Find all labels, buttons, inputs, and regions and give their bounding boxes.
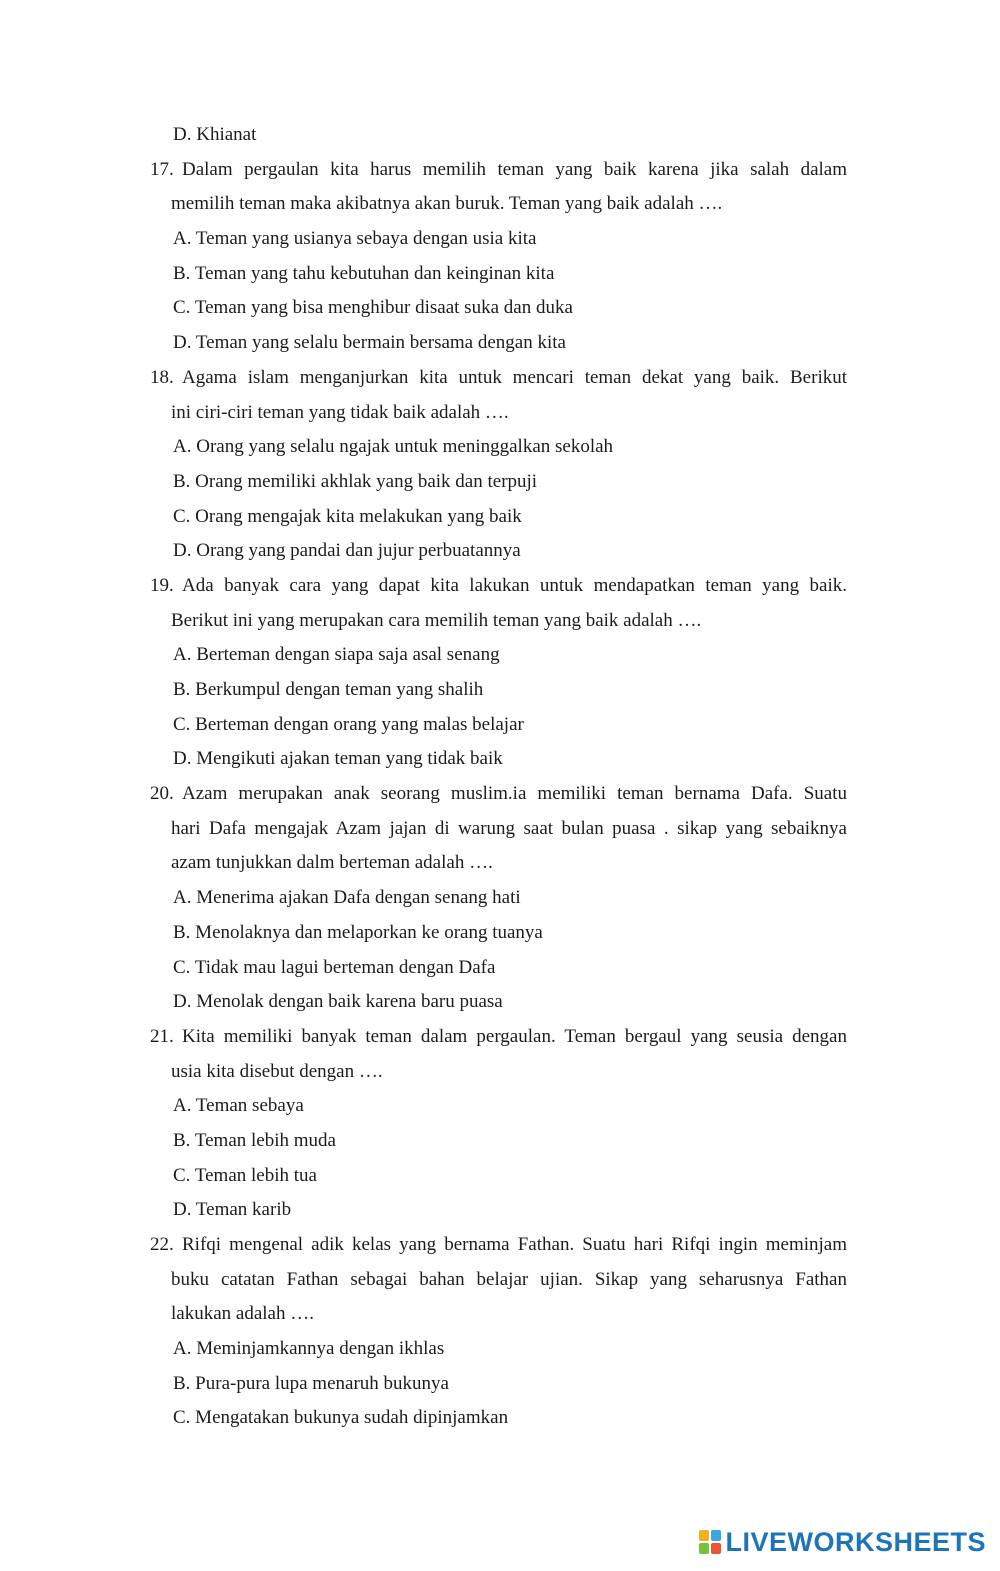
question-number: 20. — [150, 783, 174, 805]
logo-square-green — [699, 1543, 709, 1554]
option-18-c: C. Orang mengajak kita melakukan yang baik — [173, 505, 522, 527]
question-text: Azam merupakan anak seorang muslim.ia memiliki teman bernama Dafa. Suatu — [182, 783, 847, 805]
option-19-c: C. Berteman dengan orang yang malas belajar — [173, 713, 524, 735]
option-20-c: C. Tidak mau lagui berteman dengan Dafa — [173, 956, 496, 978]
question-19 — [150, 569, 847, 604]
question-text: Ada banyak cara yang dapat kita lakukan untuk mendapatkan teman yang baik. — [182, 574, 847, 596]
logo-square-yellow — [699, 1530, 709, 1541]
question-text: Rifqi mengenal adik kelas yang bernama Fathan. Suatu hari Rifqi ingin meminjam — [182, 1234, 847, 1255]
option-18-a: A. Orang yang selalu ngajak untuk meninggalkan sekolah — [173, 436, 614, 458]
option-17-c: C. Teman yang bisa menghibur disaat suka dan duka — [173, 297, 573, 319]
question-text-continued: lakukan adalah …. — [171, 1303, 314, 1325]
logo-square-red — [711, 1543, 721, 1554]
question-text-continued: ini ciri-ciri teman yang tidak baik adalah …. — [171, 401, 509, 423]
question-text-continued: usia kita disebut dengan …. — [171, 1060, 383, 1082]
logo-square-blue — [711, 1530, 721, 1541]
option-19-b: B. Berkumpul dengan teman yang shalih — [173, 679, 484, 700]
question-text-continued: buku catatan Fathan sebagai bahan belajar ujian. Sikap yang seharusnya Fathan — [171, 1268, 847, 1290]
option-20-a: A. Menerima ajakan Dafa dengan senang hati — [173, 887, 521, 909]
option-17-d: D. Teman yang selalu bermain bersama dengan kita — [173, 332, 566, 354]
option-21-d: D. Teman karib — [173, 1199, 292, 1221]
question-number: 18. — [150, 366, 174, 388]
question-21 — [150, 1020, 847, 1055]
option-21-c: C. Teman lebih tua — [173, 1164, 317, 1186]
option-22-b: B. Pura-pura lupa menaruh bukunya — [173, 1372, 449, 1394]
question-text: Kita memiliki banyak teman dalam pergaulan. Teman bergaul yang seusia dengan — [182, 1025, 847, 1047]
question-22 — [150, 1228, 847, 1263]
question-18 — [150, 361, 847, 396]
liveworksheets-mark-icon — [699, 1530, 721, 1554]
question-20 — [150, 777, 847, 812]
option-19-a: A. Berteman dengan siapa saja asal senang — [173, 644, 500, 666]
option-21-b: B. Teman lebih muda — [173, 1129, 336, 1151]
option-21-a: A. Teman sebaya — [173, 1095, 304, 1117]
option-18-d: D. Orang yang pandai dan jujur perbuatannya — [173, 540, 521, 562]
question-text-continued: Berikut ini yang merupakan cara memilih teman yang baik adalah …. — [171, 609, 702, 631]
question-number: 19. — [150, 574, 174, 596]
question-text-continued: memilih teman maka akibatnya akan buruk. Teman yang baik adalah …. — [171, 193, 723, 215]
option-19-d: D. Mengikuti ajakan teman yang tidak baik — [173, 748, 503, 770]
question-number: 21. — [150, 1025, 174, 1047]
option-16-d: D. Khianat — [173, 124, 257, 145]
logo-text: LIVEWORKSHEETS — [725, 1527, 986, 1557]
question-text: Dalam pergaulan kita harus memilih teman yang baik karena jika salah dalam — [182, 158, 847, 180]
question-text: Agama islam menganjurkan kita untuk mencari teman dekat yang baik. Berikut — [182, 366, 847, 388]
question-list — [150, 118, 847, 1436]
option-20-b: B. Menolaknya dan melaporkan ke orang tuanya — [173, 921, 543, 943]
question-text-continued: hari Dafa mengajak Azam jajan di warung saat bulan puasa . sikap yang sebaiknya — [171, 817, 847, 839]
option-17-b: B. Teman yang tahu kebutuhan dan keinginan kita — [173, 262, 555, 284]
question-text-continued: azam tunjukkan dalm berteman adalah …. — [171, 852, 493, 874]
option-17-a: A. Teman yang usianya sebaya dengan usia kita — [173, 228, 537, 250]
question-17 — [150, 153, 847, 188]
option-18-b: B. Orang memiliki akhlak yang baik dan terpuji — [173, 470, 538, 492]
question-number: 17. — [150, 158, 174, 180]
option-22-c: C. Mengatakan bukunya sudah dipinjamkan — [173, 1407, 509, 1429]
option-22-a: A. Meminjamkannya dengan ikhlas — [173, 1338, 445, 1360]
option-20-d: D. Menolak dengan baik karena baru puasa — [173, 991, 503, 1013]
question-number: 22. — [150, 1234, 174, 1255]
liveworksheets-logo — [699, 1525, 986, 1559]
